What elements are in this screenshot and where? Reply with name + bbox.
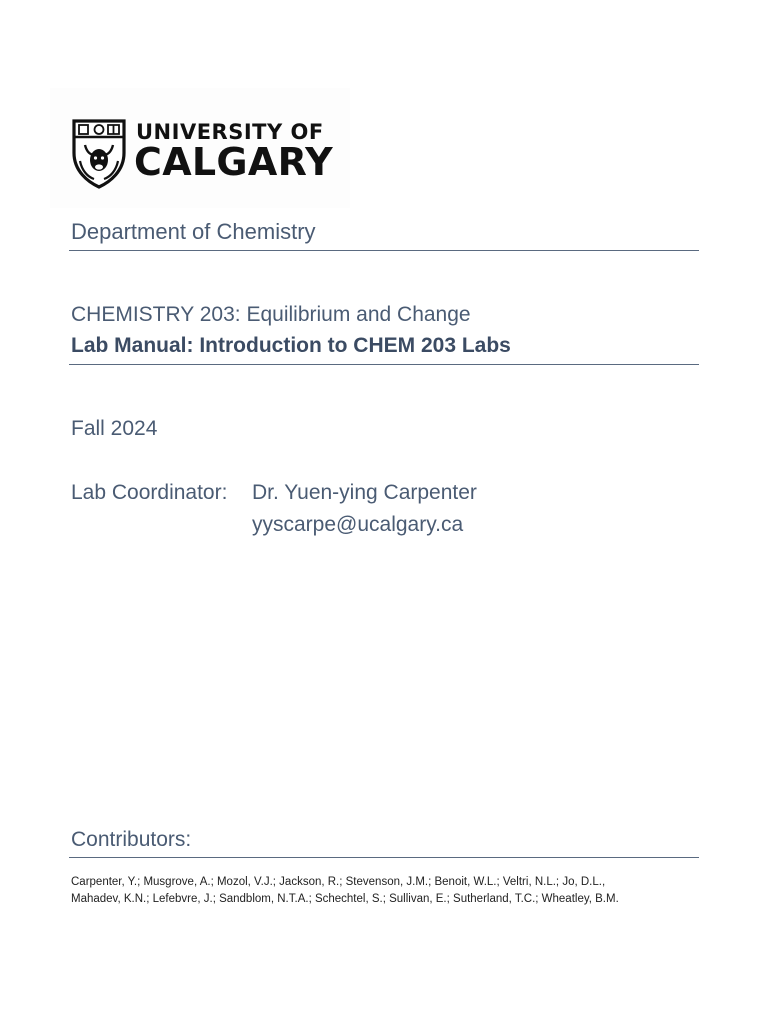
divider-contributors [69, 857, 699, 858]
logo-text-calgary: CALGARY [134, 140, 333, 184]
department-heading: Department of Chemistry [71, 219, 316, 244]
coordinator-label: Lab Coordinator: [71, 481, 228, 504]
course-title: CHEMISTRY 203: Equilibrium and Change [71, 303, 471, 326]
coordinator-name: Dr. Yuen-ying Carpenter [252, 481, 477, 504]
lab-manual-title: Lab Manual: Introduction to CHEM 203 Labs [71, 334, 511, 357]
contributors-line: Mahadev, K.N.; Lefebvre, J.; Sandblom, N.T.A.; Schechtel, S.; Sullivan, E.; Sutherland, T.C.; Wheatley, B.M. [71, 893, 619, 905]
contributors-heading: Contributors: [71, 828, 192, 851]
term-label: Fall 2024 [71, 417, 158, 440]
university-crest-icon [70, 117, 128, 189]
divider-course [69, 364, 699, 365]
contributors-list [71, 874, 701, 908]
university-logo [50, 88, 350, 208]
divider-department [69, 250, 699, 251]
contributors-line: Carpenter, Y.; Musgrove, A.; Mozol, V.J.; Jackson, R.; Stevenson, J.M.; Benoit, W.L.; Veltri, N.L.; Jo, D.L., [71, 876, 606, 888]
logo-text-university-of: UNIVERSITY OF [136, 120, 324, 144]
coordinator-email: yyscarpe@ucalgary.ca [252, 513, 464, 536]
